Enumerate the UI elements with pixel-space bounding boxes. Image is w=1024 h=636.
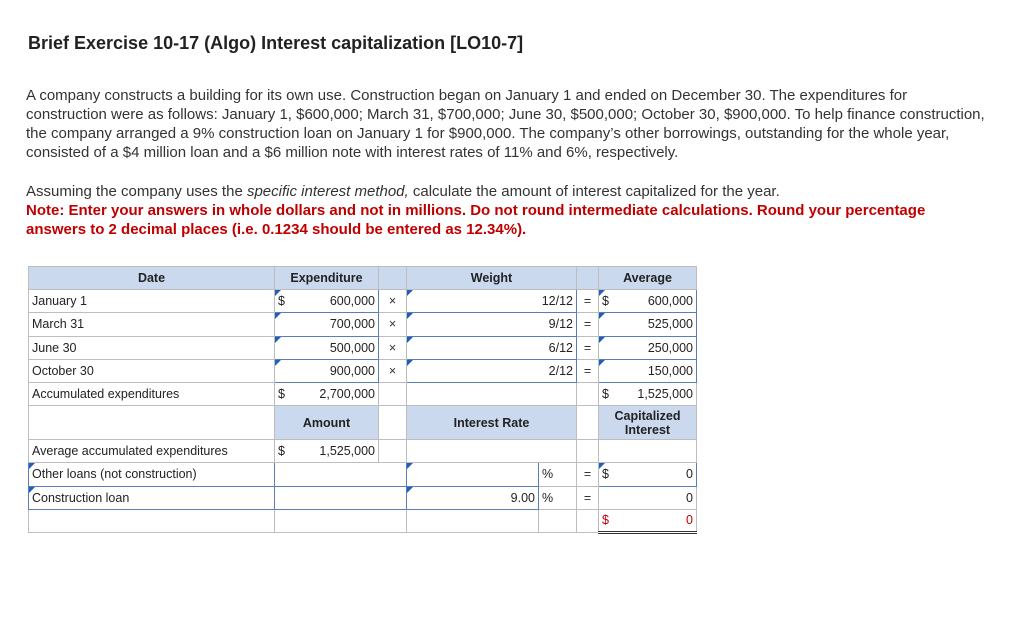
row-date: October 30 [29, 359, 275, 382]
table-row [29, 336, 697, 359]
average-header: Average [599, 267, 697, 290]
weight-header: Weight [407, 267, 577, 290]
instruction-method: specific interest method, [246, 183, 409, 200]
row-date: June 30 [29, 336, 275, 359]
expenditure-input[interactable]: $ 600,000 [275, 290, 379, 313]
equals-symbol: = [577, 290, 599, 313]
table-row [29, 313, 697, 336]
weight-input[interactable]: 9/12 [407, 313, 577, 336]
construction-loan-amount-input[interactable] [275, 486, 407, 509]
construction-loan-row [29, 486, 697, 509]
weight-input[interactable]: 6/12 [407, 336, 577, 359]
construction-loan-rate-input[interactable]: 9.00 [407, 486, 539, 509]
weight-input[interactable]: 12/12 [407, 290, 577, 313]
header-row [29, 267, 697, 290]
accumulated-average: $ 1,525,000 [599, 382, 697, 405]
equals-symbol: = [577, 463, 599, 486]
expenditure-input[interactable]: 500,000 [275, 336, 379, 359]
times-symbol: × [379, 290, 407, 313]
accumulated-expenditure: $ 2,700,000 [275, 382, 379, 405]
accumulated-row [29, 382, 697, 405]
expenditure-input[interactable]: 700,000 [275, 313, 379, 336]
capitalized-interest-header: Capitalized Interest [599, 406, 697, 440]
header-row-2 [29, 406, 697, 440]
average-accumulated-amount: $ 1,525,000 [275, 440, 379, 463]
average-accumulated-row [29, 440, 697, 463]
amount-header: Amount [275, 406, 379, 440]
average-input[interactable]: 250,000 [599, 336, 697, 359]
construction-loan-interest: 0 [599, 486, 697, 509]
average-input[interactable]: 150,000 [599, 359, 697, 382]
table-row [29, 290, 697, 313]
other-loans-amount-input[interactable] [275, 463, 407, 486]
total-row [29, 509, 697, 532]
row-date: March 31 [29, 313, 275, 336]
table-row [29, 359, 697, 382]
expenditure-header: Expenditure [275, 267, 379, 290]
construction-loan-label[interactable]: Construction loan [29, 486, 275, 509]
problem-description: A company constructs a building for its own use. Construction began on January 1 and ended on December 30. The expenditures for construction were as follows: January 1, $600,000; March 31, $700,000; June 30, $500,000; October 30, $900,000. To help finance construction, the company arranged a 9% construction loan on January 1 for $900,000. The company’s other borrowings, outstanding for the whole year, consisted of a $4 million loan and a $6 million note with interest rates of 11% and 6%, respectively. [26, 87, 985, 161]
instructions [26, 182, 986, 239]
row-date: January 1 [29, 290, 275, 313]
average-input[interactable]: $ 600,000 [599, 290, 697, 313]
times-symbol: × [379, 313, 407, 336]
note-text: Note: Enter your answers in whole dollars and not in millions. Do not round intermediate calculations. Round your percentage answers to 2 decimal places (i.e. 0.1234 should be entered as 12.34%). [26, 202, 926, 238]
interest-rate-header: Interest Rate [407, 406, 577, 440]
other-loans-interest-input[interactable]: $ 0 [599, 463, 697, 486]
other-loans-row [29, 463, 697, 486]
equals-symbol: = [577, 486, 599, 509]
other-loans-rate-input[interactable] [407, 463, 539, 486]
times-symbol: × [379, 336, 407, 359]
equals-symbol: = [577, 359, 599, 382]
average-accumulated-label: Average accumulated expenditures [29, 440, 275, 463]
weight-input[interactable]: 2/12 [407, 359, 577, 382]
interest-capitalization-table [28, 266, 697, 534]
percent-symbol: % [539, 463, 577, 486]
percent-symbol: % [539, 486, 577, 509]
average-input[interactable]: 525,000 [599, 313, 697, 336]
equals-symbol: = [577, 313, 599, 336]
instruction-text-post: calculate the amount of interest capitalized for the year. [408, 183, 780, 200]
times-symbol: × [379, 359, 407, 382]
other-loans-label[interactable]: Other loans (not construction) [29, 463, 275, 486]
equals-symbol: = [577, 336, 599, 359]
total-capitalized-interest: $ 0 [599, 509, 697, 532]
date-header: Date [29, 267, 275, 290]
instruction-text-pre: Assuming the company uses the [26, 183, 247, 200]
accumulated-label: Accumulated expenditures [29, 382, 275, 405]
expenditure-input[interactable]: 900,000 [275, 359, 379, 382]
exercise-title: Brief Exercise 10-17 (Algo) Interest capitalization [LO10-7] [28, 33, 524, 53]
